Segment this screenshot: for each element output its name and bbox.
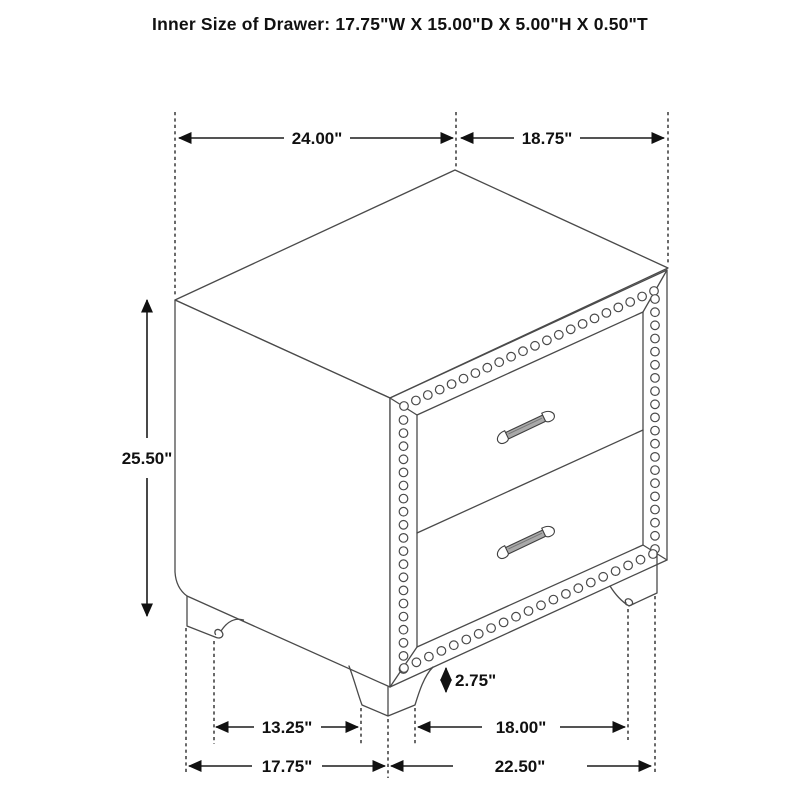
nailhead	[483, 363, 492, 372]
nailhead	[651, 334, 660, 343]
nailhead	[399, 534, 408, 543]
nailhead	[507, 352, 516, 361]
nailhead	[399, 494, 408, 503]
nailhead	[574, 584, 583, 593]
nailhead	[636, 555, 645, 564]
nailhead	[399, 481, 408, 490]
nailhead	[566, 325, 575, 334]
nailhead	[651, 479, 660, 488]
nailhead	[651, 374, 660, 383]
nailhead	[651, 295, 660, 304]
nailhead	[626, 298, 635, 307]
nailhead	[524, 607, 533, 616]
nailhead	[590, 314, 599, 323]
nailhead	[450, 641, 459, 650]
page-title: Inner Size of Drawer: 17.75"W X 15.00"D X 5.00"H X 0.50"T	[152, 14, 648, 34]
nailhead	[651, 426, 660, 435]
nailhead	[651, 361, 660, 370]
nailhead	[399, 416, 408, 425]
nailhead	[555, 331, 564, 340]
nailhead	[512, 612, 521, 621]
nailhead	[487, 624, 496, 633]
nailhead	[399, 547, 408, 556]
dim-label-leg-span-side: 13.25"	[261, 718, 313, 737]
nailhead	[651, 505, 660, 514]
nailhead	[638, 292, 647, 301]
nailhead	[447, 380, 456, 389]
nailhead	[474, 630, 483, 639]
nailhead	[602, 309, 611, 318]
nailhead	[400, 664, 409, 673]
nailhead	[614, 303, 623, 312]
nailhead	[578, 320, 587, 329]
nailhead	[412, 658, 421, 667]
dim-label-base-depth: 17.75"	[261, 757, 313, 776]
nailhead	[425, 652, 434, 661]
nailhead	[651, 308, 660, 317]
nailhead	[499, 618, 508, 627]
nailhead	[399, 560, 408, 569]
nailhead	[651, 466, 660, 475]
nailhead	[459, 374, 468, 383]
nailhead	[651, 492, 660, 501]
nailhead	[549, 595, 558, 604]
nailhead	[651, 347, 660, 356]
nailhead	[399, 468, 408, 477]
nailhead	[624, 561, 633, 570]
nailhead	[399, 573, 408, 582]
nailhead	[495, 358, 504, 367]
nailhead	[399, 429, 408, 438]
nailhead	[611, 567, 620, 576]
nailhead	[562, 590, 571, 599]
nailhead	[519, 347, 528, 356]
nightstand-drawing	[175, 170, 668, 716]
nailhead	[399, 442, 408, 451]
nailhead	[651, 321, 660, 330]
nailhead	[400, 402, 409, 411]
nailhead	[435, 385, 444, 394]
dim-label-leg-span-front: 18.00"	[495, 718, 547, 737]
nailhead	[587, 578, 596, 587]
nailhead	[651, 518, 660, 527]
nailhead	[399, 652, 408, 661]
nailhead	[399, 612, 408, 621]
nailhead	[543, 336, 552, 345]
nailhead	[462, 635, 471, 644]
nailhead	[399, 521, 408, 530]
nailhead	[650, 287, 659, 296]
nailhead	[651, 532, 660, 541]
nailhead	[424, 391, 433, 400]
nailhead	[399, 599, 408, 608]
nailhead	[651, 413, 660, 422]
nailhead	[649, 550, 658, 559]
nailhead	[537, 601, 546, 610]
dim-label-leg-height: 2.75"	[455, 671, 497, 690]
nailhead	[531, 342, 540, 351]
nailhead	[412, 396, 421, 405]
nailhead	[399, 455, 408, 464]
nailhead	[651, 400, 660, 409]
nailhead	[471, 369, 480, 378]
nailhead	[437, 647, 446, 656]
nailhead	[651, 387, 660, 396]
nailhead	[599, 573, 608, 582]
nailhead	[399, 639, 408, 648]
nailhead	[651, 453, 660, 462]
dim-label-top-depth: 24.00"	[291, 129, 343, 148]
nailhead	[399, 507, 408, 516]
dim-label-top-width: 18.75"	[521, 129, 573, 148]
nailhead	[651, 439, 660, 448]
dim-label-height: 25.50"	[121, 449, 173, 468]
nailhead	[399, 625, 408, 634]
nailhead	[399, 586, 408, 595]
dim-label-base-width: 22.50"	[494, 757, 546, 776]
